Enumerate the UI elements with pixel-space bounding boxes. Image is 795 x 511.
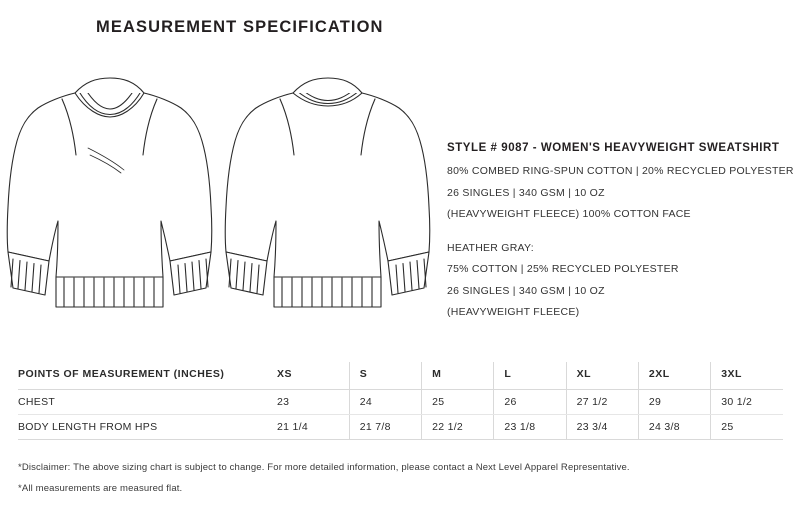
spec-line-fleece: (HEAVYWEIGHT FLEECE) 100% COTTON FACE — [447, 208, 691, 220]
body-length-xl: 23 3/4 — [566, 415, 638, 440]
body-length-s: 21 7/8 — [349, 415, 421, 440]
spec-divider-space — [447, 230, 795, 242]
spec-line-weight: 26 SINGLES | 340 GSM | 10 OZ — [447, 186, 605, 199]
body-length-2xl: 24 3/8 — [638, 415, 710, 440]
body-length-m: 22 1/2 — [422, 415, 494, 440]
spec-variant-weight: 26 SINGLES | 340 GSM | 10 OZ — [447, 284, 605, 297]
spec-variant-fleece: (HEAVYWEIGHT FLEECE) — [447, 306, 580, 318]
footnote-disclaimer: *Disclaimer: The above sizing chart is subject to change. For more detailed information, please contact a Next Level Apparel Representative. — [18, 462, 630, 473]
chest-s: 24 — [349, 390, 421, 415]
chest-3xl: 30 1/2 — [711, 390, 783, 415]
sweatshirt-back-flat-sketch — [225, 78, 430, 307]
row-label-chest: CHEST — [18, 390, 277, 415]
size-chart — [18, 362, 783, 440]
garment-illustrations — [0, 55, 440, 345]
chest-xl: 27 1/2 — [566, 390, 638, 415]
table-header-row — [18, 362, 783, 390]
chest-l: 26 — [494, 390, 566, 415]
chest-m: 25 — [422, 390, 494, 415]
chest-2xl: 29 — [638, 390, 710, 415]
style-specification — [447, 142, 795, 328]
column-header-xl: XL — [566, 362, 638, 390]
body-length-3xl: 25 — [711, 415, 783, 440]
column-header-s: S — [349, 362, 421, 390]
chest-xs: 23 — [277, 390, 349, 415]
body-length-l: 23 1/8 — [494, 415, 566, 440]
sweatshirt-front-flat-sketch — [7, 78, 212, 307]
style-title: STYLE # 9087 - WOMEN'S HEAVYWEIGHT SWEATSHIRT — [447, 142, 780, 154]
footnotes — [18, 462, 778, 504]
column-header-xs: XS — [277, 362, 349, 390]
table-row — [18, 390, 783, 415]
spec-line-fabric: 80% COMBED RING-SPUN COTTON | 20% RECYCLED POLYESTER — [447, 165, 794, 177]
footnote-measurements: *All measurements are measured flat. — [18, 483, 183, 494]
column-header-3xl: 3XL — [711, 362, 783, 390]
column-header-2xl: 2XL — [638, 362, 710, 390]
spec-variant-heading: HEATHER GRAY: — [447, 241, 534, 254]
page-title: MEASUREMENT SPECIFICATION — [96, 18, 384, 36]
column-header-l: L — [494, 362, 566, 390]
measurements-table — [18, 362, 783, 440]
table-row — [18, 415, 783, 440]
column-header-m: M — [422, 362, 494, 390]
column-header-points: POINTS OF MEASUREMENT (INCHES) — [18, 362, 277, 390]
body-length-xs: 21 1/4 — [277, 415, 349, 440]
row-label-body-length: BODY LENGTH FROM HPS — [18, 415, 277, 440]
spec-variant-fabric: 75% COTTON | 25% RECYCLED POLYESTER — [447, 263, 679, 275]
